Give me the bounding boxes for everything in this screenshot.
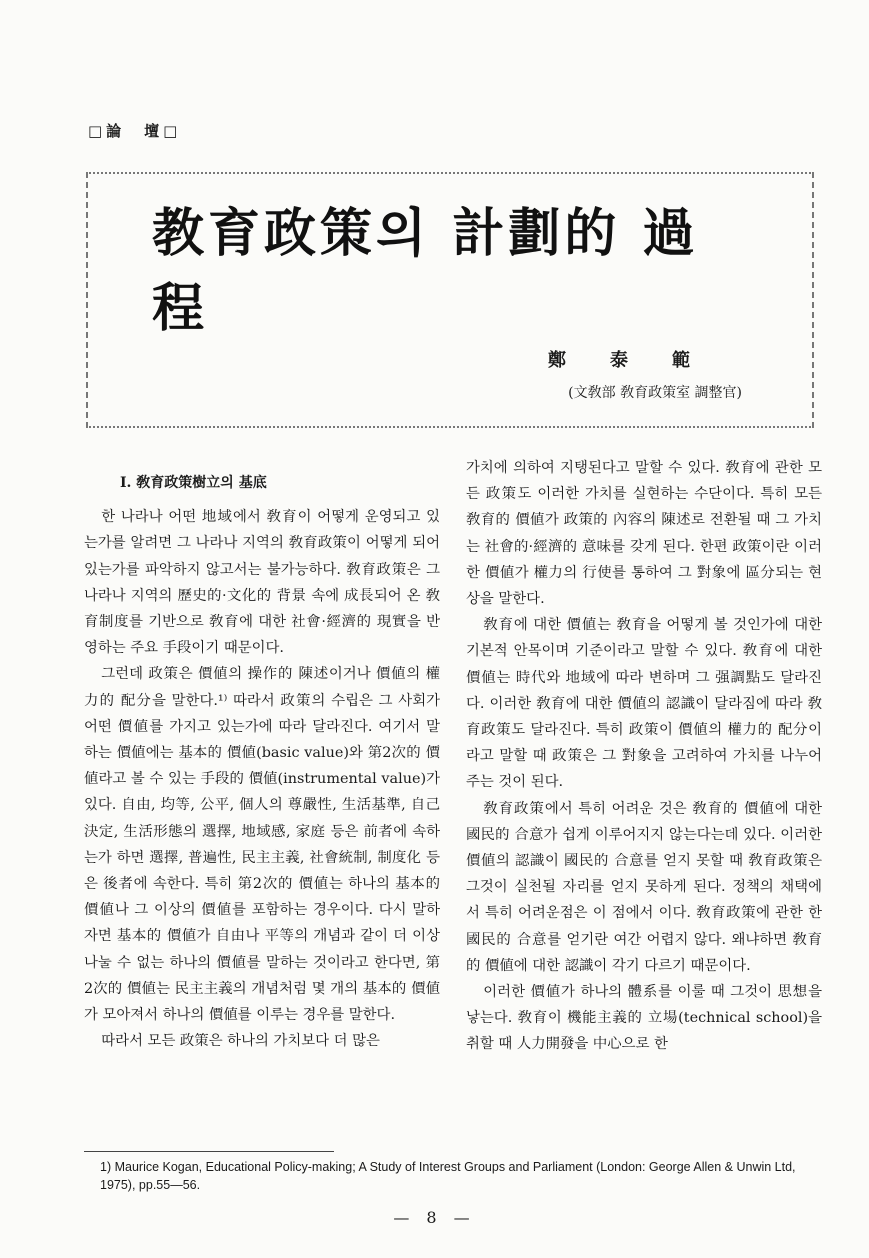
author-name: 鄭泰範 xyxy=(548,350,734,371)
left-column xyxy=(84,455,440,1054)
section-tag: □論 壇□ xyxy=(88,122,182,140)
footnote-rule xyxy=(84,1151,334,1152)
article-title: 教育政策의 計劃的 過程 xyxy=(144,191,740,341)
body-paragraph: 가치에 의하여 지탱된다고 말할 수 있다. 敎育에 관한 모든 政策도 이러한 가치를 실현하는 수단이다. 특히 모든 敎育的 價値가 政策的 內容의 陳述로 전환될 때 그 가치는 社會的·經濟的 意味를 갖게 된다. 한편 政策이란 이러한 價値가 權力의 行使를 통하여 그 對象에 區分되는 현상을 말한다. xyxy=(466,460,822,608)
body-paragraph: 敎育에 대한 價値는 敎育을 어떻게 볼 것인가에 대한 기본적 안목이며 기준이라고 말할 수 있다. 敎育에 대한 價値는 時代와 地域에 따라 변하며 그 强調點도 달라진다. 이러한 敎育에 대한 價値의 認識이 달라짐에 따라 敎育政策도 달라진다. 특히 政策이 價値의 權力的 配分이라고 말할 때 政策은 그 對象을 고려하여 가치를 나누어 주는 것이 된다. xyxy=(466,617,822,791)
title-band xyxy=(144,204,740,339)
body-paragraph: 그런데 政策은 價値의 操作的 陳述이거나 價値의 權力的 配分을 말한다.¹⁾ 따라서 政策의 수립은 그 사회가 어떤 價値를 가지고 있는가에 따라 달라진다. 여기서 말하는 價値에는 基本的 價値(basic value)와 第2次的 價値라고 볼 수 있는 手段的 價値(instrumental value)가 있다. 自由, 均等, 公平, 個人의 尊嚴性, 生活基準, 自己決定, 生活形態의 選擇, 地域感, 家庭 등은 前者에 속하는가 하면 選擇, 普遍性, 民主主義, 社會統制, 制度化 등은 後者에 속한다. 특히 第2次的 價値는 하나의 基本的 價値나 그 이상의 價値를 포함하는 경우이다. 다시 말하자면 基本的 價値가 自由나 平等의 개념과 같이 더 이상 나눌 수 없는 하나의 價値를 말하는 것이라고 한다면, 第2次的 價値는 民主主義의 개념처럼 몇 개의 基本的 價値가 모아져서 하나의 價値를 이루는 경우를 말한다. xyxy=(84,666,440,1024)
page-number: — 8 — xyxy=(393,1208,476,1227)
body-paragraph: 이러한 價値가 하나의 體系를 이룰 때 그것이 思想을 낳는다. 敎育이 機能主義的 立場(technical school)을 취할 때 人力開發을 中心으로 한 xyxy=(466,984,822,1053)
footnote: 1) Maurice Kogan, Educational Policy-making; A Study of Interest Groups and Parliament (London: George Allen & Unwin Ltd, 1975), pp.55—56. xyxy=(100,1160,796,1192)
body-paragraph: 敎育政策에서 특히 어려운 것은 敎育的 價値에 대한 國民的 合意가 쉽게 이루어지지 않는다는데 있다. 이러한 價値의 認識이 國民的 合意를 얻지 못할 때 敎育政策은 그것이 실천될 자리를 얻지 못하게 된다. 정책의 채택에서 특히 어려운점은 이 점에서 이다. 敎育政策에 관한 한 國民的 合意를 얻기란 여간 어렵지 않다. 왜냐하면 敎育的 價値에 대한 認識이 각기 다르기 때문이다. xyxy=(466,800,822,974)
body-paragraph: 한 나라나 어떤 地域에서 敎育이 어떻게 운영되고 있는가를 알려면 그 나라나 지역의 敎育政策이 어떻게 되어 있는가를 파악하지 않고서는 불가능하다. 敎育政策은 그 나라나 지역의 歷史的·文化的 背景 속에 成長되어 온 敎育制度를 기반으로 敎育에 대한 社會·經濟的 現實을 반영하는 주요 手段이기 때문이다. xyxy=(84,509,440,657)
section-heading: Ⅰ. 敎育政策樹立의 基底 xyxy=(120,475,267,491)
author-affiliation: (文敎部 敎育政策室 調整官) xyxy=(568,385,742,401)
title-frame xyxy=(86,172,814,428)
body-paragraph: 따라서 모든 政策은 하나의 가치보다 더 많은 xyxy=(101,1033,380,1050)
right-column xyxy=(466,455,822,1058)
